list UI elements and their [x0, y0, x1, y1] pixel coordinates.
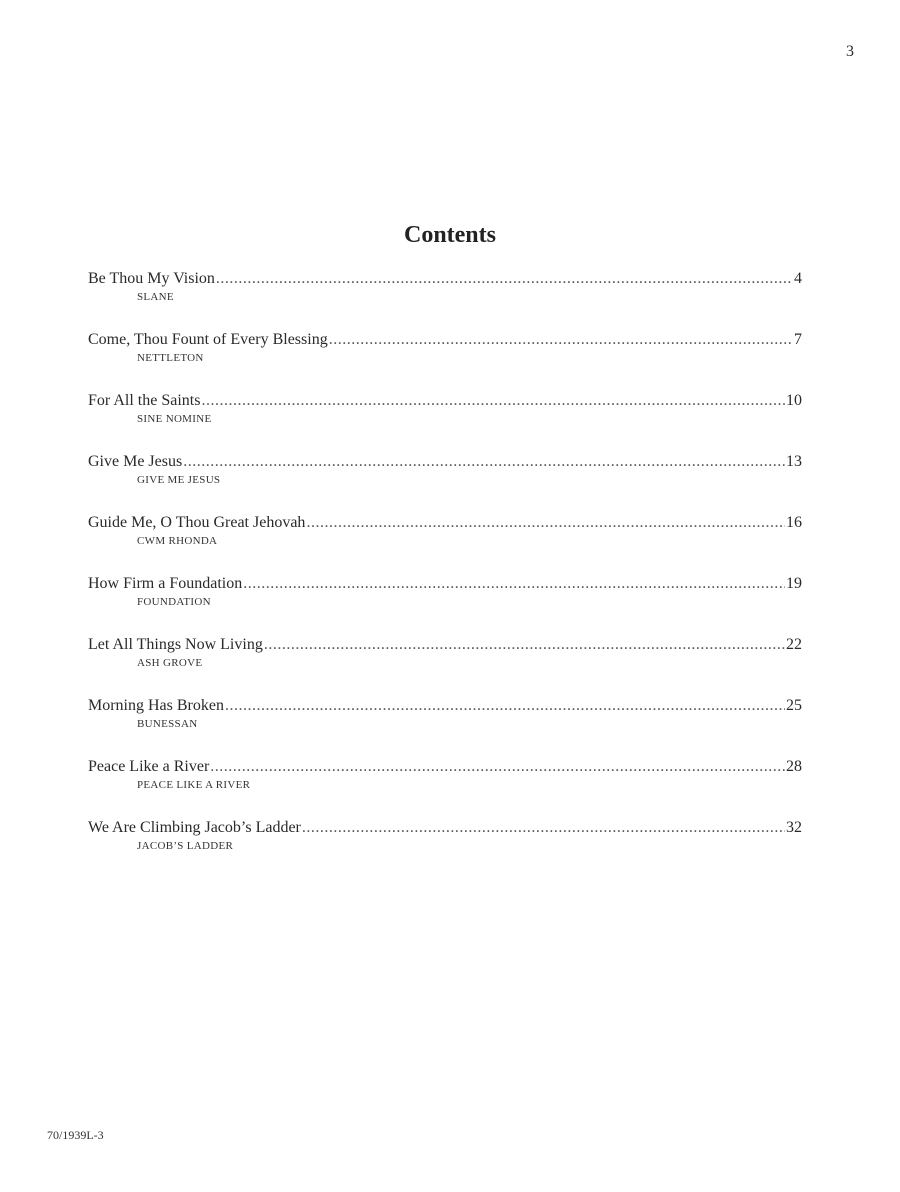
page-number: 3	[846, 43, 854, 60]
song-page-number: 19	[786, 575, 802, 592]
table-of-contents	[88, 268, 802, 878]
dot-leader	[201, 390, 785, 412]
song-title: Let All Things Now Living	[88, 636, 263, 653]
dot-leader	[264, 634, 785, 656]
dot-leader	[225, 695, 785, 717]
song-page-number: 10	[786, 392, 802, 409]
tune-name: PEACE LIKE A RIVER	[137, 779, 251, 791]
toc-entry[interactable]	[88, 512, 802, 573]
song-page-number: 32	[786, 819, 802, 836]
song-page-number: 13	[786, 453, 802, 470]
toc-entry[interactable]	[88, 573, 802, 634]
tune-name: CWM RHONDA	[137, 535, 218, 547]
song-title: Come, Thou Fount of Every Blessing	[88, 331, 328, 348]
toc-entry[interactable]	[88, 695, 802, 756]
dot-leader	[243, 573, 785, 595]
dot-leader	[216, 268, 793, 290]
toc-entry[interactable]	[88, 756, 802, 817]
tune-name: NETTLETON	[137, 352, 204, 364]
tune-name: JACOB’S LADDER	[137, 840, 234, 852]
song-title: Guide Me, O Thou Great Jehovah	[88, 514, 306, 531]
song-title: Give Me Jesus	[88, 453, 183, 470]
toc-entry[interactable]	[88, 329, 802, 390]
dot-leader	[329, 329, 793, 351]
dot-leader	[183, 451, 785, 473]
tune-name: SINE NOMINE	[137, 413, 212, 425]
song-page-number: 16	[786, 514, 802, 531]
song-page-number: 22	[786, 636, 802, 653]
song-page-number: 4	[794, 270, 802, 287]
toc-entry[interactable]	[88, 451, 802, 512]
tune-name: BUNESSAN	[137, 718, 198, 730]
toc-entry[interactable]	[88, 634, 802, 695]
song-title: Peace Like a River	[88, 758, 210, 775]
song-title: How Firm a Foundation	[88, 575, 243, 592]
catalog-code: 70/1939L-3	[47, 1128, 104, 1142]
tune-name: ASH GROVE	[137, 657, 203, 669]
tune-name: FOUNDATION	[137, 596, 211, 608]
tune-name: SLANE	[137, 291, 174, 303]
song-title: Be Thou My Vision	[88, 270, 215, 287]
song-title: For All the Saints	[88, 392, 201, 409]
song-title: We Are Climbing Jacob’s Ladder	[88, 819, 301, 836]
song-page-number: 28	[786, 758, 802, 775]
toc-entry[interactable]	[88, 390, 802, 451]
dot-leader	[210, 756, 785, 778]
song-page-number: 7	[794, 331, 802, 348]
page-title: Contents	[403, 222, 496, 248]
tune-name: GIVE ME JESUS	[137, 474, 221, 486]
song-page-number: 25	[786, 697, 802, 714]
toc-entry[interactable]	[88, 817, 802, 878]
toc-entry[interactable]	[88, 268, 802, 329]
dot-leader	[306, 512, 785, 534]
dot-leader	[302, 817, 785, 839]
song-title: Morning Has Broken	[88, 697, 224, 714]
